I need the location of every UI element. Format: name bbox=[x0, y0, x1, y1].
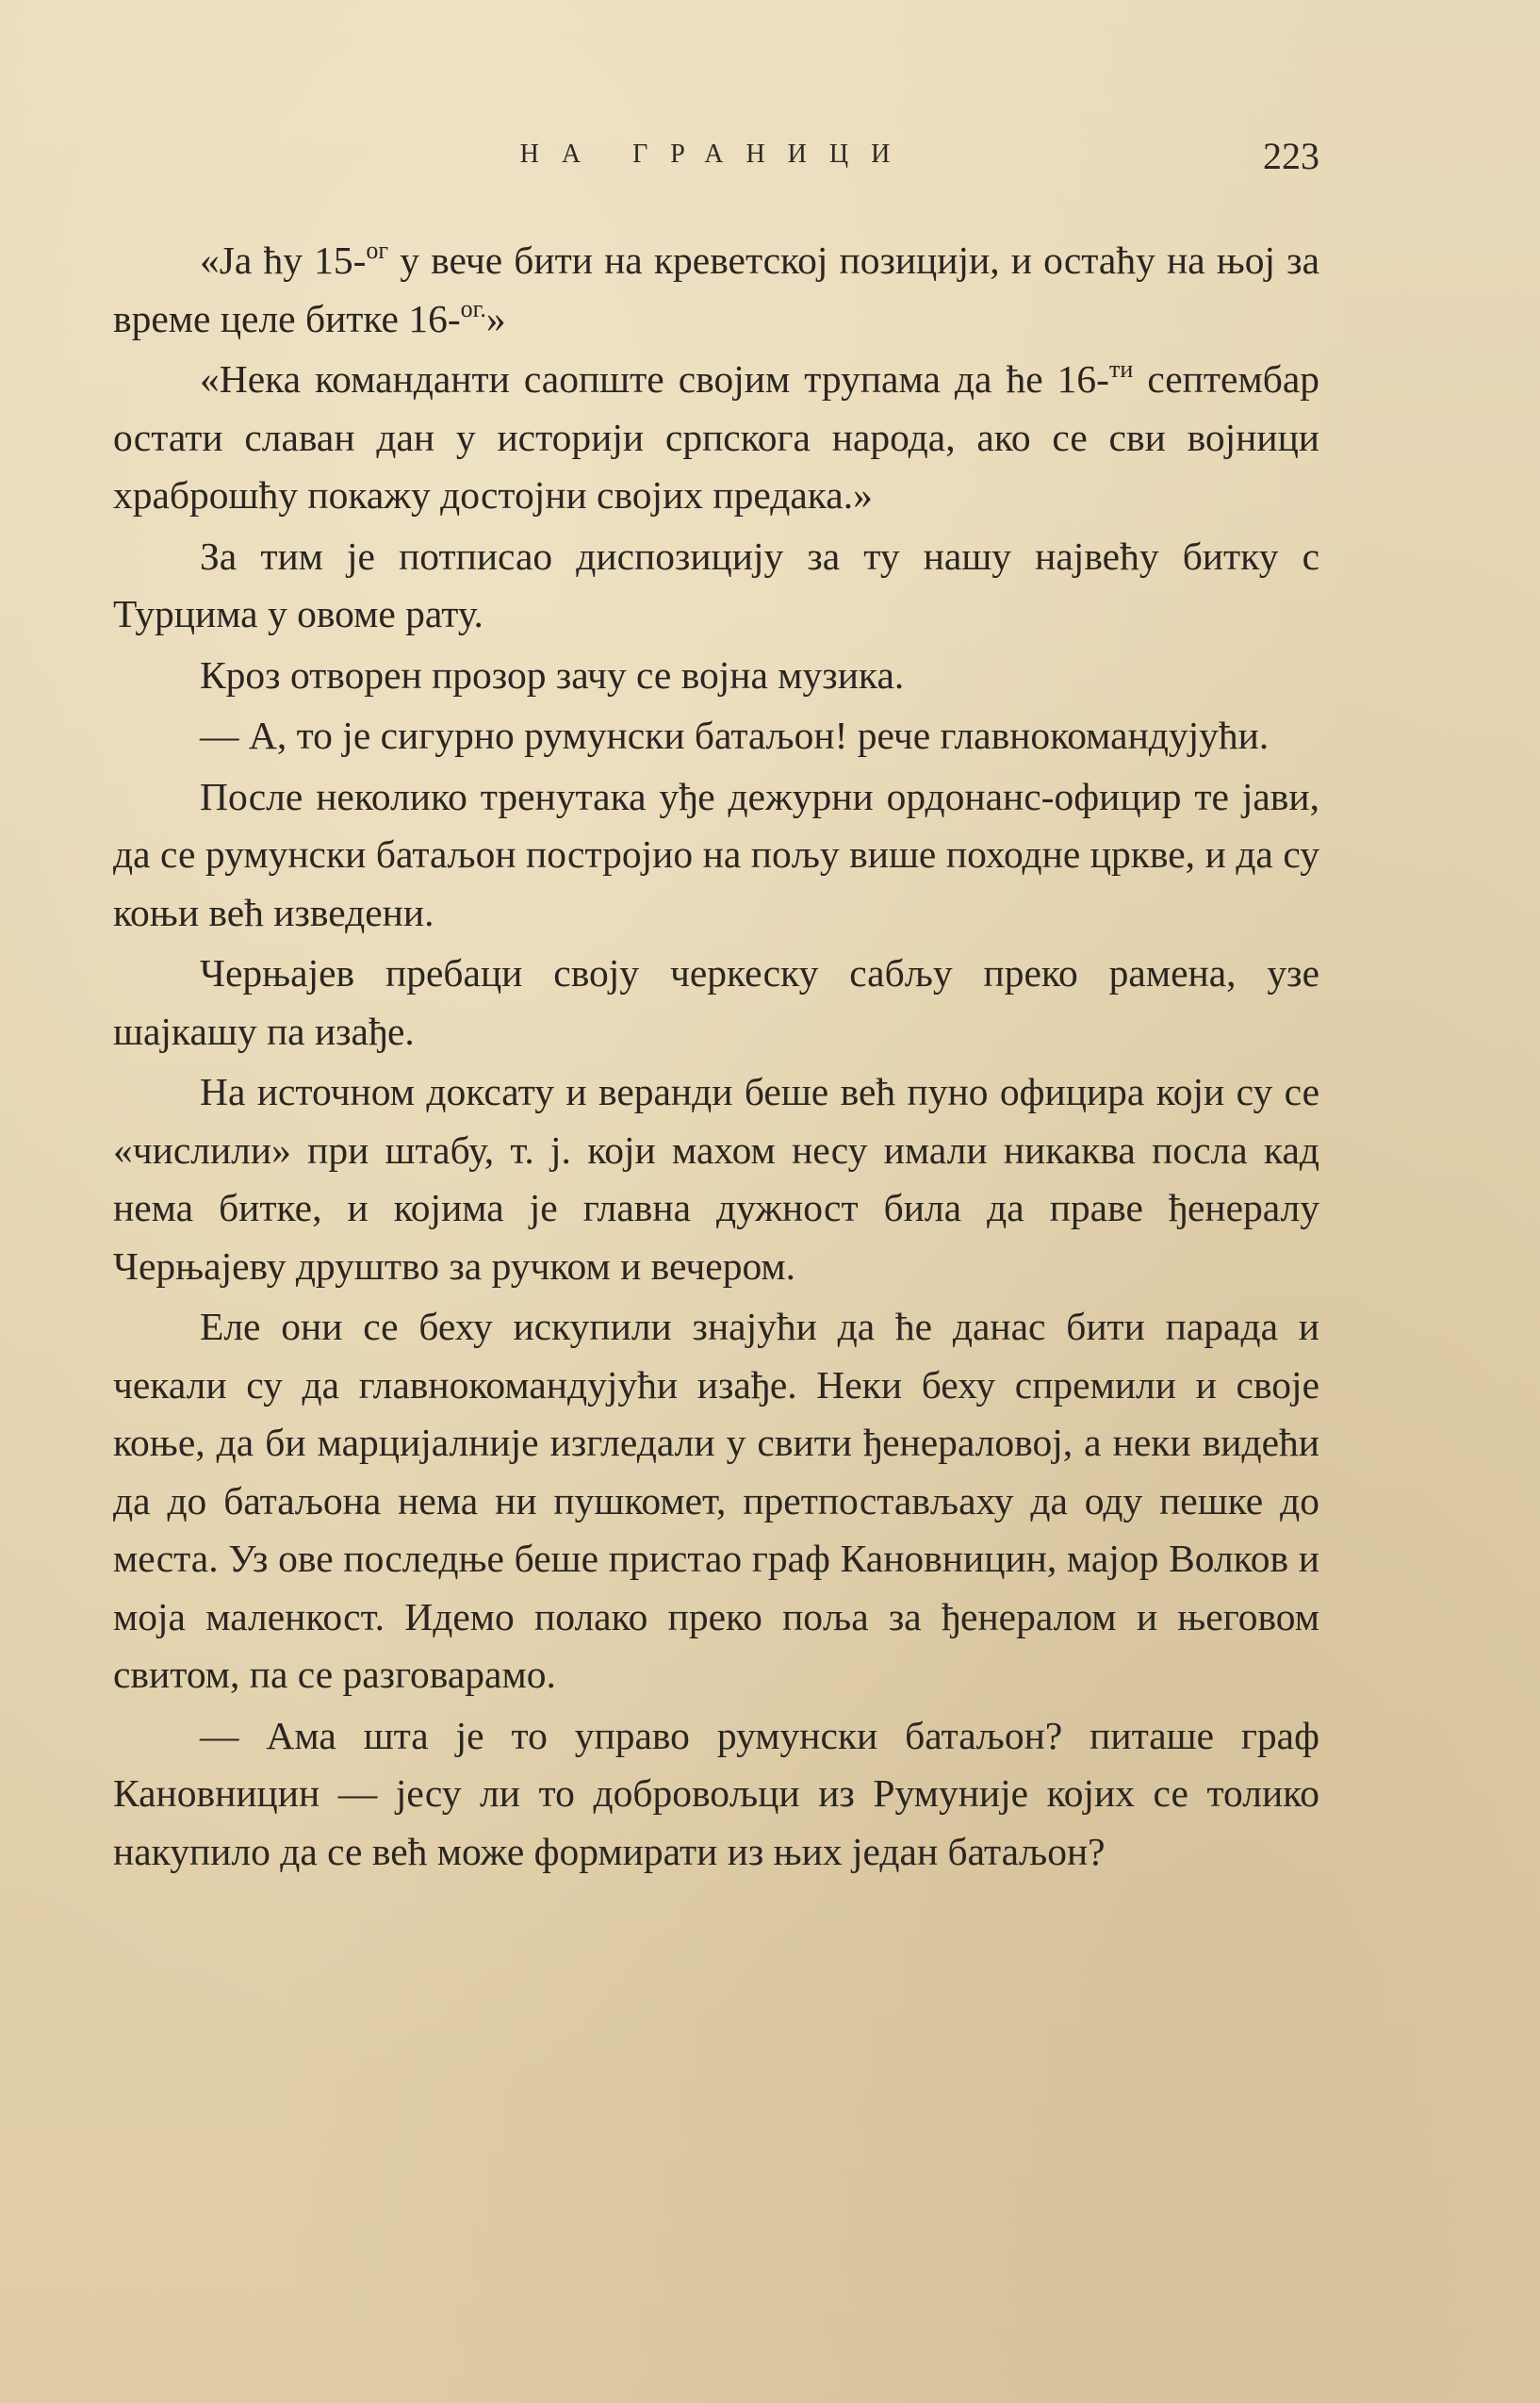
paragraph bbox=[113, 351, 1319, 525]
page-header bbox=[113, 134, 1319, 181]
paragraph bbox=[113, 232, 1319, 348]
superscript-text: ти bbox=[1109, 355, 1134, 383]
paragraph-text: После неколико тренутака уђе дежурни ордонанс-официр те јави, да се румунски батаљон постројио на пољу више походне цркве, и да су коњи већ изведени. bbox=[113, 774, 1319, 934]
paragraph-text: — А, то је сигурно румунски батаљон! рече главнокомандујући. bbox=[200, 714, 1270, 757]
paragraph-text: «Нека команданти саопште својим трупама да ће 16- bbox=[200, 357, 1110, 401]
paragraph bbox=[113, 707, 1319, 765]
paragraph-text: » bbox=[485, 296, 506, 340]
paragraph-text: Еле они се беху искупили знајући да ће данас бити парада и чекали су да главнокомандујући изађе. Неки беху спремили и своје коње, да би марцијалније изгледали у свити ђенераловој, а неки видећи да до батаљона нема ни пушкомет, претпостављаху да оду пешке до места. Уз ове последње беше пристао граф Кановницин, мајор Волков и моја маленкост. Идемо полако преко поља за ђенералом и његовом свитом, па се разговарамо. bbox=[113, 1305, 1319, 1696]
paragraph-text: у вече бити на креветској позицији, и остаћу на њој за време целе битке 16- bbox=[113, 239, 1319, 340]
paragraph bbox=[113, 945, 1319, 1061]
paragraph-text: Кроз отворен прозор зачу се војна музика. bbox=[200, 652, 905, 697]
paragraph-text: септембар остати славан дан у историји српскога народа, ако се сви војници храброшћу покажу достојни својих предака.» bbox=[113, 357, 1319, 517]
paragraph bbox=[113, 1063, 1319, 1295]
paragraph-text: На источном доксату и веранди беше већ пуно официра који су се «числили» при штабу, т. ј. који махом несу имали никаква посла кад нема битке, и којима је главна дужност била да праве ђенералу Черњајеву друштво за ручком и вечером. bbox=[113, 1070, 1319, 1288]
paragraph bbox=[113, 1298, 1319, 1704]
paragraph-text: — Ама шта је то управо румунски батаљон? питаше граф Кановницин — јесу ли то добровољци из Румуније којих се толико накупило да се већ може формирати из њих један батаљон? bbox=[113, 1713, 1319, 1873]
running-title: НА ГРАНИЦИ bbox=[519, 140, 913, 169]
paragraph-text: «Ја ћу 15- bbox=[200, 239, 367, 282]
paragraph bbox=[113, 768, 1319, 943]
page-number: 223 bbox=[1263, 135, 1319, 177]
superscript-text: ог bbox=[366, 237, 389, 264]
paragraph-text: За тим је потписао диспозицију за ту нашу највећу битку с Турцима у овоме рату. bbox=[113, 534, 1319, 635]
paragraph bbox=[113, 1707, 1319, 1882]
paragraph-text: Черњајев пребаци своју черкеску сабљу преко рамена, узе шајкашу па изађе. bbox=[113, 951, 1319, 1053]
body-text bbox=[113, 232, 1319, 1884]
superscript-text: ог. bbox=[460, 294, 486, 322]
paragraph bbox=[113, 528, 1319, 644]
paragraph bbox=[113, 647, 1319, 705]
